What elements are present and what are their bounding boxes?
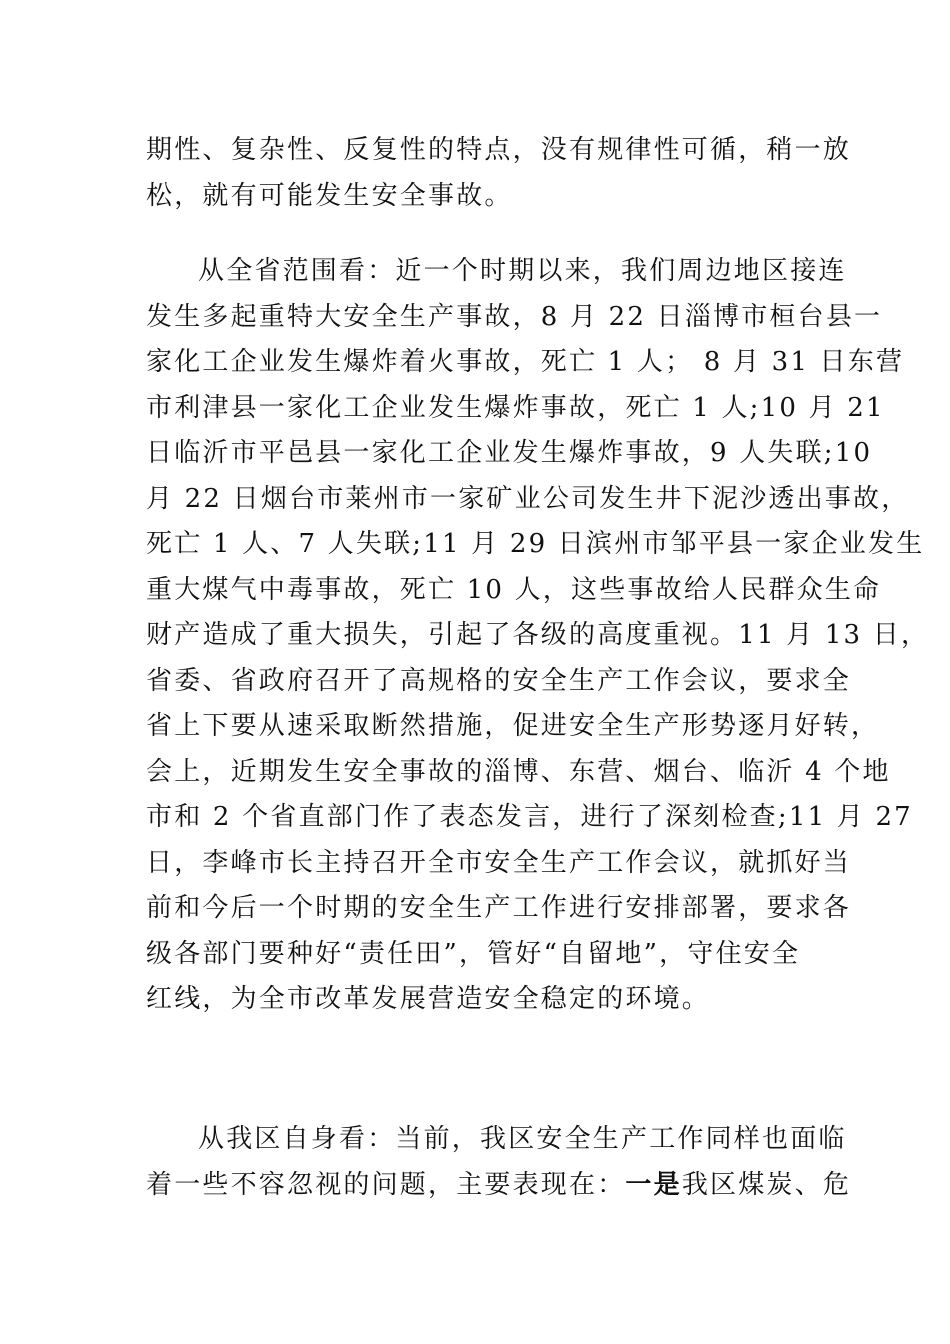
text-line: 家化工企业发生爆炸着火事故，死亡 1 人； 8 月 31 日东营 [146, 347, 905, 377]
text-line: 财产造成了重大损失，引起了各级的高度重视。11 月 13 日， [146, 620, 930, 650]
text-line: 从全省范围看：近一个时期以来，我们周边地区接连 [198, 256, 847, 286]
text-line: 红线，为全市改革发展营造安全稳定的环境。 [146, 984, 711, 1014]
text-line: 日，李峰市长主持召开全市安全生产工作会议，就抓好当 [146, 847, 852, 878]
paragraph-2 [146, 249, 930, 1023]
text-line: 松，就有可能发生安全事故。 [146, 180, 513, 211]
text-run: 着一些不容忽视的问题，主要表现在： [146, 1169, 626, 1200]
text-line: 市和 2 个省直部门作了表态发言，进行了深刻检查;11 月 27 [146, 802, 913, 832]
text-line: 重大煤气中毒事故，死亡 10 人，这些事故给人民群众生命 [146, 574, 882, 605]
text-line: 会上，近期发生安全事故的淄博、东营、烟台、临沂 4 个地 [146, 756, 891, 787]
text-line: 月 22 日烟台市莱州市一家矿业公司发生井下泥沙透出事故， [146, 483, 910, 514]
text-line: 市利津县一家化工企业发生爆炸事故，死亡 1 人;10 月 21 [146, 392, 885, 423]
text-line: 省委、省政府召开了高规格的安全生产工作会议，要求全 [146, 665, 852, 696]
text-line: 级各部门要种好“责任田”，管好“自留地”，守住安全 [146, 938, 801, 969]
text-line: 省上下要从速采取断然措施，促进安全生产形势逐月好转， [146, 711, 880, 741]
text-line: 前和今后一个时期的安全生产工作进行安排部署，要求各 [146, 893, 852, 923]
text-line: 发生多起重特大安全生产事故，8 月 22 日淄博市桓台县一 [146, 301, 883, 332]
paragraph-3 [146, 1117, 852, 1208]
emphasis-text: 一是 [625, 1169, 682, 1200]
paragraph-1 [146, 128, 852, 219]
text-run: 我区煤炭、危 [681, 1169, 852, 1200]
text-line: 日临沂市平邑县一家化工企业发生爆炸事故，9 人失联;10 [146, 438, 873, 468]
text-line: 期性、复杂性、反复性的特点，没有规律性可循，稍一放 [146, 135, 852, 165]
text-line [146, 1163, 852, 1209]
text-line: 从我区自身看：当前，我区安全生产工作同样也面临 [198, 1124, 847, 1154]
text-line: 死亡 1 人、7 人失联;11 月 29 日滨州市邹平县一家企业发生 [146, 529, 925, 559]
